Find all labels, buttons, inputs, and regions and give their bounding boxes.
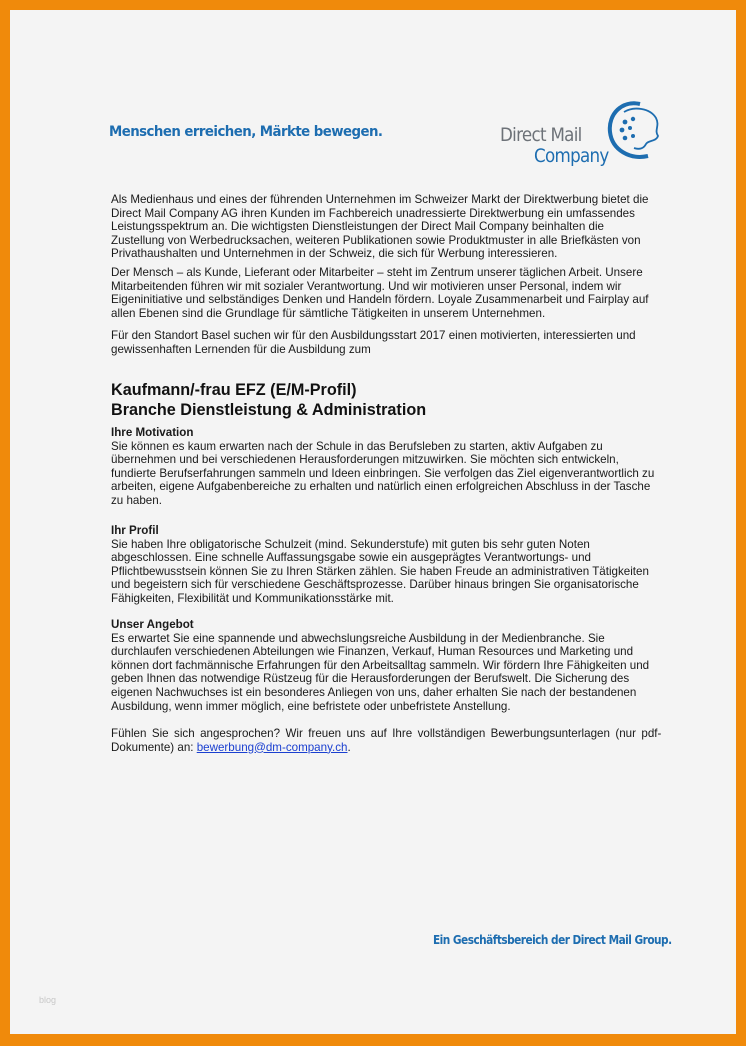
text-line: Es erwartet Sie eine spannende und abwechslungsreiche Ausbildung in der Medienbranche. Sie — [111, 631, 605, 645]
job-title-line-2: Branche Dienstleistung & Administration — [111, 400, 427, 419]
footer-text: Ein Geschäftsbereich der Direct Mail Group. — [433, 933, 672, 947]
intro-paragraph-1 — [111, 193, 648, 261]
text-line: Zustellung von Werbedrucksachen, weiteren Publikationen sowie Produktmuster in alle Briefkästen von — [111, 233, 641, 247]
text-line: Ausbildung, wenn immer möglich, eine befristete oder unbefristete Anstellung. — [111, 699, 511, 713]
text-line: Der Mensch – als Kunde, Lieferant oder Mitarbeiter – steht im Zentrum unserer täglichen Arbeit. Unsere — [111, 266, 643, 279]
text-line: und begeistern sich für verschiedene Geschäftsprozesse. Darüber hinaus bringen Sie organisatorische — [111, 578, 639, 592]
text-line: allen Ebenen sind die Grundlage für sämtliche Tätigkeiten in unserem Unternehmen. — [111, 306, 546, 320]
text-line: Leistungsspektrum an. Die wichtigsten Dienstleistungen der Direct Mail Company beinhalten die — [111, 220, 604, 234]
text-line: übernehmen und bei verschiedenen Herausforderungen mitzuwirken. Sie möchten sich entwickeln, — [111, 453, 619, 467]
text-line: gewissenhaften Lernenden für die Ausbildung zum — [111, 342, 371, 356]
text-line: Sie können es kaum erwarten nach der Schule in das Berufsleben zu starten, aktiv Aufgaben zu — [111, 439, 603, 453]
closing-suffix: . — [347, 740, 351, 754]
text-line: durchlaufen verschiedenen Abteilungen wie Finanzen, Verkauf, Human Resources und Marketing und — [111, 645, 634, 659]
text-line: Als Medienhaus und eines der führenden Unternehmen im Schweizer Markt der Direktwerbung bietet die — [111, 193, 649, 206]
text-line: Direct Mail Company AG ihren Kunden im Fachbereich unadressierte Direktwerbung ein umfassendes — [111, 206, 635, 220]
section-profil — [111, 524, 649, 606]
text-line: Sie haben Ihre obligatorische Schulzeit (mind. Sekunderstufe) mit guten bis sehr guten Noten — [111, 537, 590, 551]
text-line: arbeiten, eigene Aufgabenbereiche zu erhalten und natürlich einen erfolgreichen Abschluss in der Tasche — [111, 480, 651, 494]
section-heading: Ihre Motivation — [111, 426, 194, 439]
section-heading: Unser Angebot — [111, 618, 194, 631]
text-line: fundierte Berufserfahrungen sammeln und Ideen einbringen. Sie verfolgen das Ziel eigenverantwortlich zu — [111, 466, 655, 480]
closing-paragraph — [111, 727, 661, 754]
intro-paragraph-2 — [111, 266, 649, 320]
email-link[interactable]: bewerbung@dm-company.ch — [196, 740, 348, 754]
text-line: Fühlen Sie sich angesprochen? Wir freuen uns auf Ihre vollständigen Bewerbungsunterlagen (nur pdf- — [111, 727, 662, 740]
job-title-line-1: Kaufmann/-frau EFZ (E/M-Profil) — [111, 381, 357, 399]
text-line: Für den Standort Basel suchen wir für den Ausbildungsstart 2017 einen motivierten, interessierten und — [111, 329, 636, 342]
text-line: können dort fachmännische Erfahrungen für den Arbeitsalltag sammeln. Wir fördern Ihre Fähigkeiten und — [111, 658, 650, 672]
intro-paragraph-3 — [111, 329, 636, 356]
job-title — [111, 381, 426, 420]
text-line: abgeschlossen. Eine schnelle Auffassungsgabe sowie ein ausgeprägtes Verantwortungs- und — [111, 551, 591, 565]
document-page — [10, 10, 736, 1034]
company-logo — [500, 98, 660, 182]
logo-text-direct-mail: Direct Mail — [500, 124, 582, 146]
tagline: Menschen erreichen, Märkte bewegen. — [109, 124, 383, 140]
section-heading: Ihr Profil — [111, 524, 159, 537]
text-line: Mitarbeitenden führen wir mit sozialer Verantwortung. Und wir motivieren unser Personal, indem wir — [111, 279, 622, 293]
text-line: Privathaushalten und Unternehmen in der Schweiz, die sich für Werbung interessieren. — [111, 247, 558, 261]
watermark: blog — [39, 995, 57, 1005]
text-line: Fähigkeiten, Flexibilität und Kommunikationsstärke mit. — [111, 591, 394, 605]
logo-text-company: Company — [534, 145, 609, 167]
section-angebot — [111, 618, 649, 713]
text-line: zu haben. — [111, 493, 162, 507]
text-line: Eigeninitiative und selbständiges Denken und Handeln fördern. Loyale Zusammenarbeit und Fairplay auf — [111, 293, 649, 307]
text-line: eigenen Nachwuchses ist ein besonderes Anliegen von uns, daher erhalten Sie nach der bestandenen — [111, 685, 637, 699]
section-motivation — [111, 426, 654, 508]
leopard-head-icon — [600, 98, 662, 164]
text-line — [111, 741, 661, 755]
text-line: Pflichtbewusstsein können Sie zu Ihren Stärken zählen. Sie haben Freude an administrativen Tätigkeiten — [111, 564, 649, 578]
closing-prefix: Dokumente) an: — [111, 740, 197, 754]
text-line: geben Ihnen das notwendige Rüstzeug für die Herausforderungen der Berufswelt. Die Sicherung des — [111, 672, 630, 686]
